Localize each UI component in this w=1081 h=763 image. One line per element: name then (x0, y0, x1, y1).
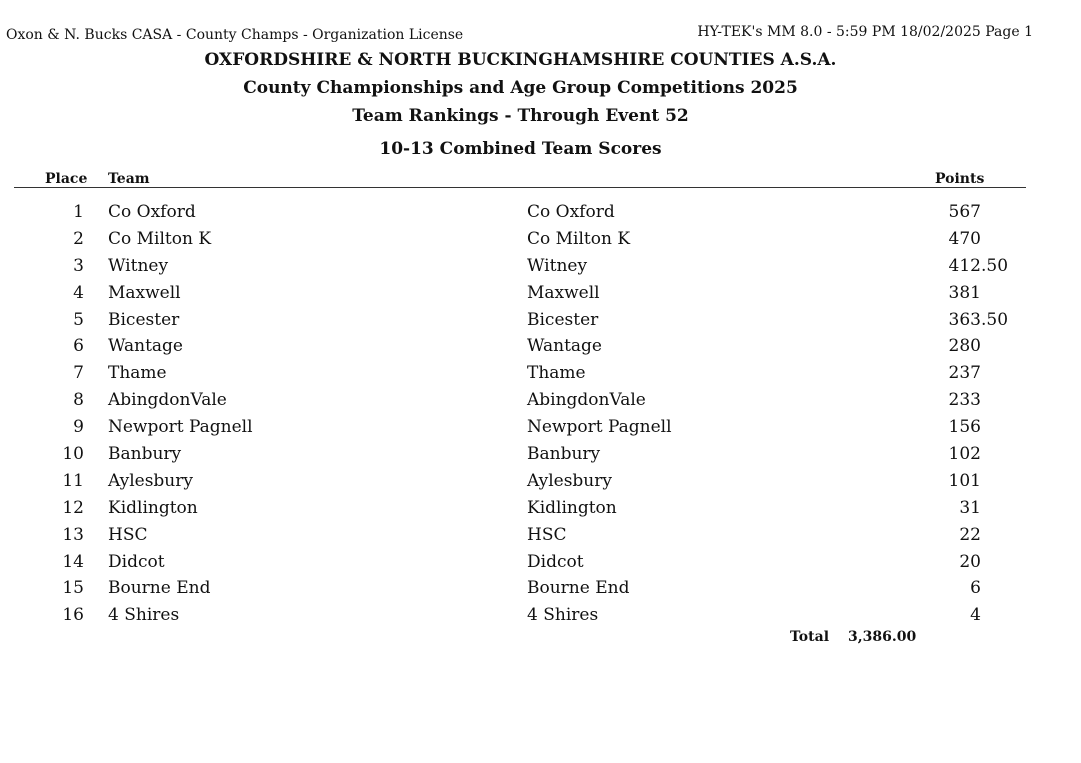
table-row (0, 227, 1081, 254)
row-team-full: HSC (527, 524, 567, 545)
table-row (0, 281, 1081, 308)
header-divider (14, 187, 1026, 188)
row-team-full: Kidlington (527, 497, 617, 518)
column-header-team: Team (108, 171, 150, 187)
row-team: Co Oxford (108, 202, 196, 222)
row-team-full: Banbury (527, 444, 601, 465)
row-team-full: Newport Pagnell (527, 417, 672, 438)
table-row (0, 496, 1081, 523)
row-team-full: Maxwell (527, 282, 600, 303)
row-team-full: AbingdonVale (527, 390, 646, 411)
table-row (0, 523, 1081, 550)
table-row (0, 388, 1081, 415)
row-points: 6 (970, 578, 981, 599)
row-place: 14 (62, 551, 84, 572)
row-place: 1 (73, 202, 84, 222)
organization-title: OXFORDSHIRE & NORTH BUCKINGHAMSHIRE COUNTIES A.S.A. (204, 50, 837, 70)
row-team: Wantage (108, 336, 183, 357)
meet-title: County Championships and Age Group Competitions 2025 (243, 78, 798, 98)
table-row (0, 603, 1081, 630)
row-place: 10 (62, 444, 84, 465)
table-row (0, 442, 1081, 469)
row-points: 102 (948, 444, 981, 465)
total-value: 3,386.00 (848, 629, 917, 645)
row-team: Aylesbury (108, 470, 193, 491)
row-points: 4 (970, 605, 981, 626)
table-row (0, 361, 1081, 388)
table-row (0, 334, 1081, 361)
row-place: 13 (62, 524, 84, 545)
row-points: 20 (959, 551, 981, 572)
table-row (0, 254, 1081, 281)
column-header-place: Place (45, 171, 88, 187)
row-team-full: Thame (527, 363, 586, 384)
row-team: Didcot (108, 551, 165, 572)
row-points: 237 (948, 363, 981, 384)
report-title: Team Rankings - Through Event 52 (352, 106, 689, 126)
row-team: Bicester (108, 309, 180, 330)
team-rankings-table (0, 200, 1081, 630)
row-points: 280 (948, 336, 981, 357)
row-team-full: Co Oxford (527, 202, 615, 222)
row-points: 470 (948, 228, 981, 249)
row-team: Newport Pagnell (108, 417, 253, 438)
total-label: Total (790, 629, 830, 645)
row-place: 5 (73, 309, 84, 330)
row-team-full: Wantage (527, 336, 602, 357)
row-team: Co Milton K (108, 228, 212, 249)
row-place: 7 (73, 363, 84, 384)
row-place: 15 (62, 578, 84, 599)
row-place: 3 (73, 255, 84, 276)
table-row (0, 308, 1081, 335)
row-place: 9 (73, 417, 84, 438)
row-points: 381 (948, 282, 981, 303)
row-points: 412.50 (948, 255, 1009, 276)
row-team: AbingdonVale (108, 390, 227, 411)
table-row (0, 200, 1081, 227)
row-team: Kidlington (108, 497, 198, 518)
table-row (0, 576, 1081, 603)
row-team: Bourne End (108, 578, 211, 599)
row-place: 8 (73, 390, 84, 411)
report-header-right: HY-TEK's MM 8.0 - 5:59 PM 18/02/2025 Page 1 (697, 24, 1033, 40)
row-team-full: Bicester (527, 309, 599, 330)
row-team-full: Witney (527, 255, 588, 276)
row-place: 11 (62, 470, 84, 491)
row-place: 6 (73, 336, 84, 357)
row-points: 101 (948, 470, 981, 491)
column-header-points: Points (935, 171, 985, 187)
row-team: Maxwell (108, 282, 181, 303)
row-place: 2 (73, 228, 84, 249)
row-team-full: 4 Shires (527, 605, 599, 626)
row-team-full: Aylesbury (527, 470, 612, 491)
section-title: 10-13 Combined Team Scores (379, 139, 662, 159)
row-points: 363.50 (948, 309, 1009, 330)
row-team: Witney (108, 255, 169, 276)
row-team-full: Didcot (527, 551, 584, 572)
row-points: 22 (959, 524, 981, 545)
row-team: HSC (108, 524, 148, 545)
row-team: 4 Shires (108, 605, 180, 626)
row-place: 4 (73, 282, 84, 303)
report-header-left: Oxon & N. Bucks CASA - County Champs - Organization License (6, 27, 464, 43)
table-row (0, 550, 1081, 577)
row-place: 16 (62, 605, 84, 626)
row-points: 567 (948, 202, 981, 222)
row-points: 156 (948, 417, 981, 438)
row-place: 12 (62, 497, 84, 518)
row-team: Banbury (108, 444, 182, 465)
table-row (0, 469, 1081, 496)
row-points: 31 (959, 497, 981, 518)
row-team-full: Bourne End (527, 578, 630, 599)
row-team-full: Co Milton K (527, 228, 631, 249)
table-row (0, 415, 1081, 442)
row-points: 233 (948, 390, 981, 411)
row-team: Thame (108, 363, 167, 384)
